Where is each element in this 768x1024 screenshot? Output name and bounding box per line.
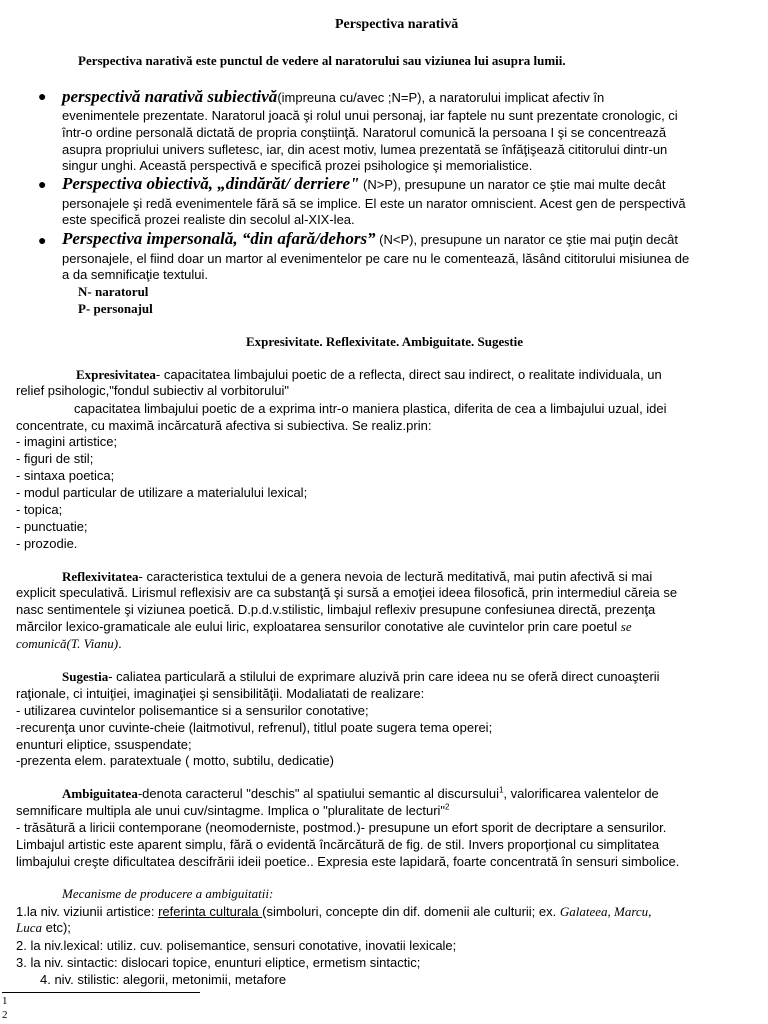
list-item: -recurenţa unor cuvinte-cheie (laitmotivul, refrenul), titlul poate sugera tema operei; <box>16 720 493 735</box>
text-span: semnificare multipla ale unui cuv/sintagme. Implica o "pluralitate de lecturi" <box>16 803 446 818</box>
text-span: , valorificarea valentelor de <box>503 786 659 801</box>
text-span: -denota caracterul "deschis" al spatiului semantic al discursului <box>137 786 499 801</box>
text-span: (N<P), presupune un narator ce ştie mai puţin decât <box>375 232 678 247</box>
text-span: se <box>620 619 632 634</box>
text-line: asupra propriului univers sufletesc, iar, din acest motiv, lumea prezentată se înfăţişează cititorului dintr-un <box>62 142 668 157</box>
list-item: - topica; <box>16 502 63 517</box>
ambiguitatea-term: Ambiguitatea <box>62 786 138 801</box>
text-span: - caliatea particulară a stilului de exprimare aluzivă prin care ideea nu se oferă direct cunoaşterii <box>108 669 660 684</box>
text-line <box>16 635 122 652</box>
bullet-icon: ● <box>38 90 47 105</box>
legend-narator: N- naratorul <box>78 284 149 299</box>
text-line: a da semnificaţie textului. <box>62 267 208 282</box>
footnote-ref[interactable]: 1 <box>498 785 504 795</box>
text-line: - trăsătură a liricii contemporane (neomoderniste, postmod.)- presupune un efort sporit de decriptare a sensurilor. <box>16 820 667 835</box>
list-item <box>16 903 651 920</box>
list-item: 3. la niv. sintactic: dislocari topice, enunturi eliptice, ermetism sintactic; <box>16 955 421 970</box>
perspective-impersonal-term: Perspectiva impersonală, “din afară/dehors” <box>62 229 376 248</box>
text-line: este specifică prozei realiste din secolul al-XIX-lea. <box>62 212 355 227</box>
page-title: Perspectiva narativă <box>335 17 459 32</box>
text-line: concentrate, cu maximă incărcatură afectiva si subiectiva. Se realiz.prin: <box>16 418 432 433</box>
list-item: - utilizarea cuvintelor polisemantice si a sensurilor conotative; <box>16 703 369 718</box>
footnote-divider <box>2 992 200 993</box>
section-title: Expresivitate. Reflexivitate. Ambiguitate. Sugestie <box>246 334 524 349</box>
text-span: etc); <box>42 920 71 935</box>
footnote-1: 1 <box>2 995 8 1007</box>
mecanisme-heading: Mecanisme de producere a ambiguitatii: <box>62 886 274 901</box>
bullet-icon: ● <box>38 178 47 193</box>
text-span: Luca <box>16 920 42 935</box>
text-span: (impreuna cu/avec ;N=P), a naratorului implicat afectiv în <box>277 90 605 105</box>
text-line: explicit speculativă. Lirismul reflexisiv are ca substanţă şi sursă a emoţiei ideea filosofică, prin intermediul căreia se <box>16 585 678 600</box>
text-line <box>16 618 632 635</box>
text-line: relief psihologic,"fondul subiectiv al vorbitorului" <box>16 383 289 398</box>
text-span: . <box>118 636 122 651</box>
footnote-ref[interactable]: 2 <box>445 802 450 812</box>
text-line: limbajului creşte dificultatea descifrării ideii poetice.. Expresia este lapidară, foarte concentrată în sensuri simbolice. <box>16 854 680 869</box>
reflexivitatea-term: Reflexivitatea <box>62 569 139 584</box>
text-line: capacitatea limbajului poetic de a exprima intr-o maniera plastica, diferita de cea a limbajului uzual, idei <box>74 401 667 416</box>
text-line: personajele şi redă evenimentele fără să se implice. El este un narator omniscient. Acest gen de perspectivă <box>62 196 686 211</box>
text-span: (simboluri, concepte din dif. domenii ale culturii; ex. <box>262 904 560 919</box>
list-item: - punctuatie; <box>16 519 88 534</box>
list-item: - figuri de stil; <box>16 451 94 466</box>
list-item: - sintaxa poetica; <box>16 468 115 483</box>
text-span: referinta culturala <box>158 904 263 919</box>
text-line: singur unghi. Această perspectivă e specifică prozei psihologice şi memorialistice. <box>62 158 533 173</box>
perspective-subjective-term: perspectivă narativă subiectivă <box>62 87 278 106</box>
text-line: evenimentele prezentate. Naratorul joacă şi rolul unui personaj, iar faptele nu sunt prezentate cronologic, ci <box>62 108 678 123</box>
legend-personaj: P- personajul <box>78 301 153 316</box>
text-span: - caracteristica textului de a genera nevoia de lectură meditativă, mai putin afectivă si mai <box>138 569 653 584</box>
text-line: nasc sentimentele şi viziunea poetică. D.p.d.v.stilistic, limbajul reflexiv presupune confesiunea directă, prezenţa <box>16 602 656 617</box>
footnote-2: 2 <box>2 1009 8 1021</box>
text-span: Galateea, Marcu, <box>559 904 652 919</box>
perspective-subjective-line <box>62 88 604 106</box>
text-span: 1.la niv. viziunii artistice: <box>16 904 159 919</box>
list-item: -prezenta elem. paratextuale ( motto, subtilu, dedicatie) <box>16 753 334 768</box>
text-line: într-o ordine personală dictată de propria conştiinţă. Naratorul comunică la persoana I şi se concentrează <box>62 125 667 140</box>
sugestia-term: Sugestia <box>62 669 109 684</box>
text-line: Limbajul artistic este aparent simplu, fără o evidentă încărcătură de fig. de stil. Invers proporţional cu simplitatea <box>16 837 660 852</box>
expresivitatea-line <box>76 366 662 383</box>
perspective-objective-term: Perspectiva obiectivă, „dindărăt/ derriere" <box>62 174 360 193</box>
list-item: - prozodie. <box>16 536 78 551</box>
list-item: enunturi eliptice, ssuspendate; <box>16 737 192 752</box>
ambiguitatea-line <box>62 785 659 802</box>
list-item: - imagini artistice; <box>16 434 118 449</box>
text-line: raţionale, ci intuiţiei, imaginaţiei şi sensibilităţii. Modaliatati de realizare: <box>16 686 425 701</box>
sugestia-line <box>62 668 660 685</box>
reflexivitatea-line <box>62 568 652 585</box>
text-line: personajele, el fiind doar un martor al evenimentelor pe care nu le comentează, lăsând cititorului misiunea de <box>62 251 690 266</box>
bullet-icon: ● <box>38 234 47 249</box>
list-item: - modul particular de utilizare a materialului lexical; <box>16 485 308 500</box>
text-span: mărcilor lexico-gramaticale ale eului liric, exploatarea sensurilor conotative ale cuvintelor prin care poetul <box>16 619 621 634</box>
list-item: 2. la niv.lexical: utiliz. cuv. polisemantice, sensuri conotative, inovatii lexicale; <box>16 938 457 953</box>
text-span: - capacitatea limbajului poetic de a reflecta, direct sau indirect, o realitate individuala, un <box>155 367 662 382</box>
perspective-impersonal-line <box>62 230 678 248</box>
expresivitatea-term: Expresivitatea <box>76 367 156 382</box>
perspective-objective-line <box>62 175 665 193</box>
text-span: comunică(T. Vianu) <box>16 636 119 651</box>
text-line <box>16 919 71 936</box>
intro-definition: Perspectiva narativă este punctul de vedere al naratorului sau viziunea lui asupra lumii. <box>78 53 566 68</box>
list-item: 4. niv. stilistic: alegorii, metonimii, metafore <box>40 972 287 987</box>
text-span: (N>P), presupune un narator ce ştie mai multe decât <box>359 177 666 192</box>
text-line <box>16 802 450 819</box>
